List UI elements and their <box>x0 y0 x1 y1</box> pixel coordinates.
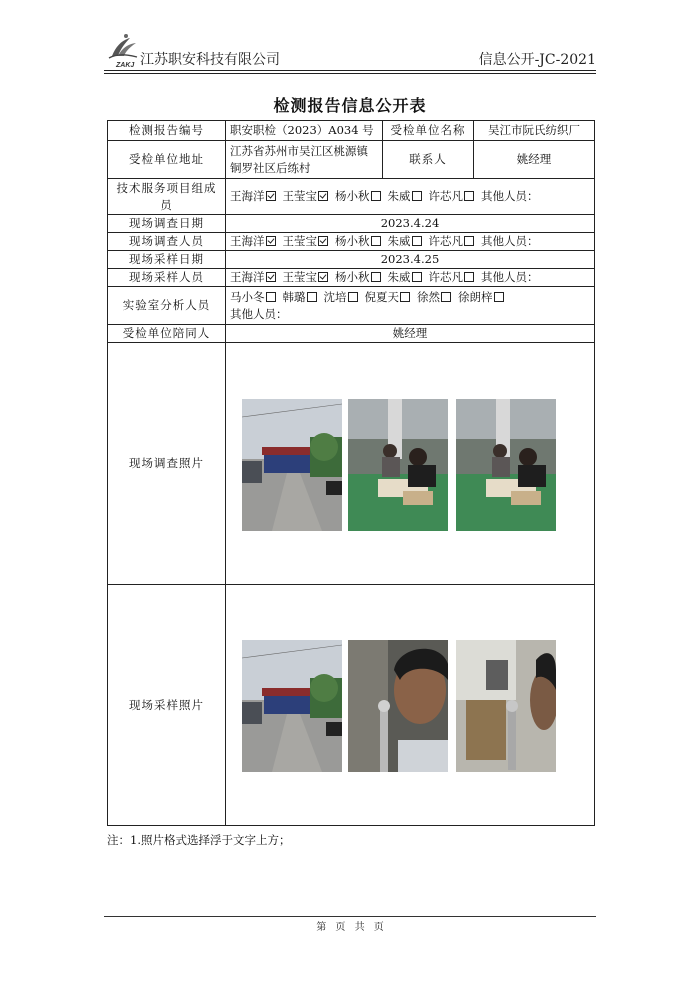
logo-mark-icon <box>106 32 140 64</box>
page-header <box>104 30 596 72</box>
staff-name: 朱威 <box>387 270 411 284</box>
lab-label: 实验室分析人员 <box>108 287 226 325</box>
unchecked-box-icon[interactable] <box>494 292 504 302</box>
page-number: 第 页 共 页 <box>316 922 384 933</box>
footer-rule <box>104 916 596 917</box>
table-row <box>108 121 595 141</box>
sampling-date-value: 2023.4.25 <box>226 251 595 269</box>
other-staff-label: 其他人员： <box>481 270 539 284</box>
info-table <box>107 120 595 826</box>
staff-name: 马小冬 <box>230 289 265 304</box>
unchecked-box-icon[interactable] <box>464 236 474 246</box>
report-no-label: 检测报告编号 <box>108 121 226 141</box>
members-label: 技术服务项目组成员 <box>108 179 226 215</box>
staff-entry <box>335 234 383 248</box>
sampling-photos-label: 现场采样照片 <box>108 585 226 826</box>
unchecked-box-icon[interactable] <box>441 292 451 302</box>
staff-entry <box>230 270 278 284</box>
survey-photo-interview <box>456 399 556 531</box>
table-row <box>108 325 595 343</box>
escort-value: 姚经理 <box>226 325 595 343</box>
staff-entry <box>283 290 319 304</box>
contact-label: 联系人 <box>383 141 474 179</box>
staff-entry <box>335 189 383 203</box>
staff-name: 徐然 <box>417 289 440 304</box>
page-title: 检测报告信息公开表 <box>273 96 427 115</box>
survey-staff-label: 现场调查人员 <box>108 233 226 251</box>
company-name: 江苏职安科技有限公司 <box>140 52 280 68</box>
sampling-staff-value <box>226 269 595 287</box>
table-row <box>108 215 595 233</box>
company-logo <box>106 32 140 68</box>
staff-entry <box>388 234 424 248</box>
survey-date-value: 2023.4.24 <box>226 215 595 233</box>
unchecked-box-icon[interactable] <box>412 191 422 201</box>
staff-name: 王海洋 <box>230 189 265 203</box>
survey-photo-workshop <box>348 399 448 531</box>
unit-name-label: 受检单位名称 <box>383 121 474 141</box>
other-staff-label: 其他人员： <box>481 234 539 248</box>
unit-name-value: 吴江市阮氏纺织厂 <box>474 121 595 141</box>
table-row <box>108 287 595 325</box>
staff-name: 许芯凡 <box>428 234 463 248</box>
logo-text: ZAKJ <box>116 62 135 69</box>
survey-staff-value <box>226 233 595 251</box>
staff-entry <box>429 270 477 284</box>
sampling-photo-operator <box>348 640 448 772</box>
members-value <box>226 179 595 215</box>
table-note: 注：1.照片格式选择浮于文字上方； <box>107 833 291 847</box>
staff-name: 朱威 <box>387 189 411 203</box>
sampling-date-label: 现场采样日期 <box>108 251 226 269</box>
table-row <box>108 233 595 251</box>
address-label: 受检单位地址 <box>108 141 226 179</box>
checked-box-icon[interactable] <box>266 272 276 282</box>
staff-name: 王莹宝 <box>282 234 317 248</box>
staff-entry <box>324 290 360 304</box>
unchecked-box-icon[interactable] <box>400 292 410 302</box>
checked-box-icon[interactable] <box>318 236 328 246</box>
staff-name: 王海洋 <box>230 270 265 284</box>
staff-entry <box>283 189 331 203</box>
unchecked-box-icon[interactable] <box>371 236 381 246</box>
survey-photos-cell <box>226 343 595 585</box>
unchecked-box-icon[interactable] <box>348 292 358 302</box>
staff-entry <box>388 270 424 284</box>
staff-name: 倪夏天 <box>364 289 399 304</box>
staff-entry <box>429 189 477 203</box>
sampling-photo-machine <box>456 640 556 772</box>
table-row <box>108 343 595 585</box>
unchecked-box-icon[interactable] <box>464 272 474 282</box>
staff-entry <box>230 290 278 304</box>
staff-entry <box>365 290 413 304</box>
staff-name: 许芯凡 <box>428 189 463 203</box>
address-value: 江苏省苏州市吴江区桃源镇铜罗社区后练村 <box>226 141 383 179</box>
staff-name: 王莹宝 <box>282 189 317 203</box>
staff-entry <box>230 189 278 203</box>
table-row <box>108 141 595 179</box>
staff-name: 杨小秋 <box>335 189 370 203</box>
table-row <box>108 269 595 287</box>
checked-box-icon[interactable] <box>266 236 276 246</box>
contact-value: 姚经理 <box>474 141 595 179</box>
survey-photo-factory-gate <box>242 399 342 531</box>
survey-date-label: 现场调查日期 <box>108 215 226 233</box>
lab-value <box>226 287 595 325</box>
staff-entry <box>283 270 331 284</box>
header-rule <box>104 70 596 71</box>
report-no-value: 职安职检（2023）A034 号 <box>226 121 383 141</box>
staff-entry <box>230 234 278 248</box>
checked-box-icon[interactable] <box>318 191 328 201</box>
unchecked-box-icon[interactable] <box>266 292 276 302</box>
sampling-photo-factory-gate <box>242 640 342 772</box>
survey-photos-label: 现场调查照片 <box>108 343 226 585</box>
unchecked-box-icon[interactable] <box>371 191 381 201</box>
other-staff-label: 其他人员： <box>230 306 288 321</box>
staff-name: 王海洋 <box>230 234 265 248</box>
sampling-staff-label: 现场采样人员 <box>108 269 226 287</box>
staff-name: 徐朗梓 <box>458 289 493 304</box>
staff-entry <box>283 234 331 248</box>
table-row <box>108 585 595 826</box>
document-number: 信息公开-JC-2021 <box>478 52 596 68</box>
checked-box-icon[interactable] <box>318 272 328 282</box>
staff-entry <box>417 290 453 304</box>
staff-name: 朱威 <box>387 234 411 248</box>
unchecked-box-icon[interactable] <box>371 272 381 282</box>
unchecked-box-icon[interactable] <box>412 272 422 282</box>
unchecked-box-icon[interactable] <box>307 292 317 302</box>
unchecked-box-icon[interactable] <box>412 236 422 246</box>
staff-entry <box>388 189 424 203</box>
staff-name: 沈培 <box>323 289 347 304</box>
other-staff-label: 其他人员： <box>481 189 539 203</box>
staff-name: 杨小秋 <box>335 234 370 248</box>
unchecked-box-icon[interactable] <box>464 191 474 201</box>
table-row <box>108 251 595 269</box>
staff-entry <box>429 234 477 248</box>
staff-name: 杨小秋 <box>335 270 370 284</box>
staff-entry <box>458 290 506 304</box>
escort-label: 受检单位陪同人 <box>108 325 226 343</box>
table-row <box>108 179 595 215</box>
checked-box-icon[interactable] <box>266 191 276 201</box>
header-rule-thin <box>104 73 596 74</box>
sampling-photos-cell <box>226 585 595 826</box>
staff-name: 许芯凡 <box>428 270 463 284</box>
staff-entry <box>335 270 383 284</box>
staff-name: 韩璐 <box>282 289 306 304</box>
staff-name: 王莹宝 <box>282 270 317 284</box>
